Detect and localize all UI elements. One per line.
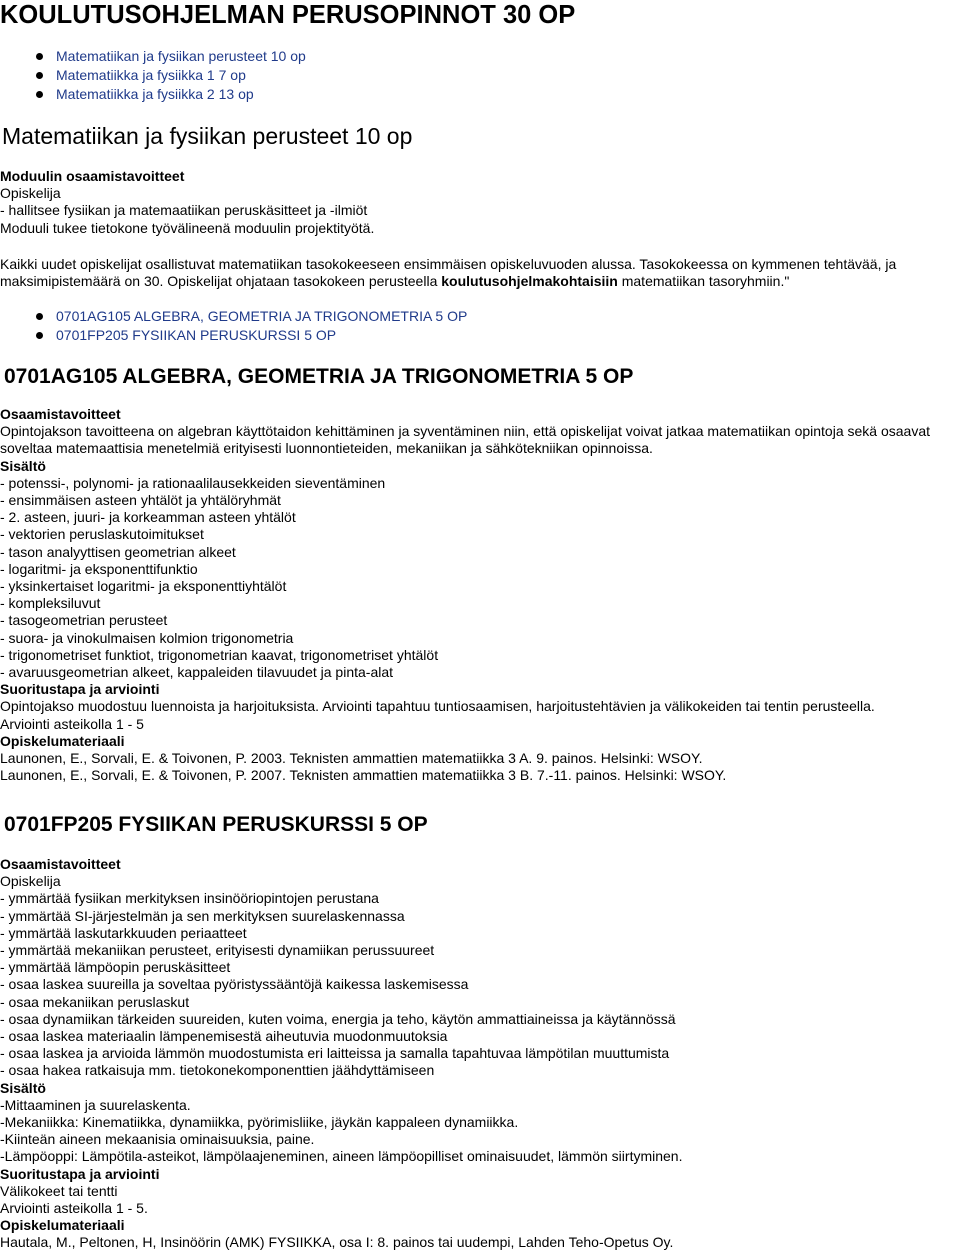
course1-goals-label: Osaamistavoitteet	[0, 406, 121, 422]
bullet-icon	[36, 332, 43, 339]
course1-body	[0, 406, 958, 784]
course-link[interactable]: 0701AG105 ALGEBRA, GEOMETRIA JA TRIGONOMETRIA 5 OP	[56, 308, 468, 324]
course2-content-line: -Mekaniikka: Kinematiikka, dynamiikka, pyörimisliike, jäykän kappaleen dynamiikka.	[0, 1114, 519, 1131]
course1-content-line: - avaruusgeometrian alkeet, kappaleiden tilavuudet ja pinta-alat	[0, 664, 394, 681]
course2-goals-line: - ymmärtää fysiikan merkityksen insinööriopintojen perustana	[0, 890, 379, 907]
intro-bold: koulutusohjelmakohtaisiin	[441, 273, 618, 290]
toc-top-list	[0, 47, 306, 104]
course1-content-line: - vektorien peruslaskutoimitukset	[0, 526, 204, 543]
bullet-icon	[36, 72, 43, 79]
toc-item[interactable]	[0, 66, 306, 85]
course2-body	[0, 856, 958, 1252]
course2-title: 0701FP205 FYSIIKAN PERUSKURSSI 5 OP	[4, 813, 428, 836]
course2-goals-line: - osaa hakea ratkaisuja mm. tietokonekomponenttien jäähdyttämiseen	[0, 1062, 435, 1079]
module-goals-line: Moduuli tukee tietokone työvälineenä moduulin projektityötä.	[0, 219, 375, 236]
course1-content-label: Sisältö	[0, 457, 46, 474]
course-link[interactable]: 0701FP205 FYSIIKAN PERUSKURSSI 5 OP	[56, 327, 337, 343]
course-link-item[interactable]	[0, 326, 467, 345]
course1-goals-text: Opintojakson tavoitteena on algebran käyttötaidon kehittäminen ja syventäminen niin, että opiskelijat voivat jatkaa matematiikan opintoja sekä osaavat soveltaa matemaattisia menetelmiä erityisesti luonnontieteiden, mekaniikan ja sähkötekniikan opinnoissa.	[0, 423, 931, 457]
module-title: Matematiikan ja fysiikan perusteet 10 op	[2, 123, 413, 149]
course2-method-label: Suoritustapa ja arviointi	[0, 1165, 160, 1182]
course1-method-label: Suoritustapa ja arviointi	[0, 681, 160, 698]
module-goals-line: - hallitsee fysiikan ja matemaatiikan peruskäsitteet ja -ilmiöt	[0, 202, 368, 219]
bullet-icon	[36, 313, 43, 320]
course1-content-line: - ensimmäisen asteen yhtälöt ja yhtälöryhmät	[0, 492, 281, 509]
toc-item[interactable]	[0, 47, 306, 66]
course2-content-line: -Mittaaminen ja suurelaskenta.	[0, 1096, 191, 1113]
course2-content-line: -Kiinteän aineen mekaanisia ominaisuuksia, paine.	[0, 1131, 315, 1148]
module-intro-text	[0, 256, 958, 290]
toc-item[interactable]	[0, 85, 306, 104]
course2-goals-line: Opiskelija	[0, 873, 61, 890]
bullet-icon	[36, 53, 43, 60]
toc-link[interactable]: Matematiikka ja fysiikka 1 7 op	[56, 67, 246, 83]
course2-goals-label: Osaamistavoitteet	[0, 856, 121, 872]
module-goals	[0, 168, 958, 237]
course2-goals-line: - ymmärtää mekaniikan perusteet, erityisesti dynamiikan perussuureet	[0, 942, 435, 959]
course1-content-line: - yksinkertaiset logaritmi- ja eksponenttiyhtälöt	[0, 578, 287, 595]
intro-end: matematiikan tasoryhmiin."	[617, 273, 790, 290]
module-goals-label: Moduulin osaamistavoitteet	[0, 168, 185, 184]
course1-title: 0701AG105 ALGEBRA, GEOMETRIA JA TRIGONOMETRIA 5 OP	[4, 365, 634, 388]
course2-content-label: Sisältö	[0, 1079, 46, 1096]
course1-content-line: - logaritmi- ja eksponenttifunktio	[0, 560, 198, 577]
course2-goals-line: - osaa laskea materiaalin lämpenemisestä aiheutuvia muodonmuutoksia	[0, 1028, 448, 1045]
course2-method-line: Välikokeet tai tentti	[0, 1182, 118, 1199]
module-course-list	[0, 307, 467, 345]
course1-content-line: - trigonometriset funktiot, trigonometrian kaavat, trigonometriset yhtälöt	[0, 646, 439, 663]
course1-content-line: - tasogeometrian perusteet	[0, 612, 168, 629]
course2-material-line: Hautala, M., Peltonen, H, Insinöörin (AMK) FYSIIKKA, osa I: 8. painos tai uudempi, Lahden Teho-Opetus Oy.	[0, 1234, 674, 1251]
toc-link[interactable]: Matematiikka ja fysiikka 2 13 op	[56, 86, 254, 102]
intro-text: Kaikki uudet opiskelijat osallistuvat matematiikan tasokokeeseen ensimmäisen opiskeluvuoden alussa. Tasokokeessa on kymmenen tehtävää, ja maksimipistemäärä on 30. Opiskelijat ohjataan tasokokeen perusteella	[0, 256, 897, 290]
course1-method-line: Opintojakso muodostuu luennoista ja harjoituksista. Arviointi tapahtuu tuntiosaamisen, harjoitustehtävien ja välikokeiden tai tentin perusteella.	[0, 698, 875, 715]
course1-content-line: - suora- ja vinokulmaisen kolmion trigonometria	[0, 629, 294, 646]
module-intro	[0, 256, 958, 290]
course2-goals-line: - ymmärtää laskutarkkuuden periaatteet	[0, 924, 247, 941]
course-link-item[interactable]	[0, 307, 467, 326]
course1-content-line: - tason analyyttisen geometrian alkeet	[0, 543, 236, 560]
bullet-icon	[36, 91, 43, 98]
course1-method-line: Arviointi asteikolla 1 - 5	[0, 715, 144, 732]
course1-material-line: Launonen, E., Sorvali, E. & Toivonen, P. 2003. Teknisten ammattien matematiikka 3 A. 9. painos. Helsinki: WSOY.	[0, 750, 703, 767]
course2-goals-line: - osaa mekaniikan peruslaskut	[0, 993, 190, 1010]
course2-goals-line: - osaa laskea suureilla ja soveltaa pyöristyssääntöjä kaikessa laskemisessa	[0, 976, 469, 993]
course2-goals-line: - ymmärtää lämpöopin peruskäsitteet	[0, 959, 231, 976]
module-goals-line: Opiskelija	[0, 185, 61, 202]
course1-material-line: Launonen, E., Sorvali, E. & Toivonen, P. 2007. Teknisten ammattien matematiikka 3 B. 7.-11. painos. Helsinki: WSOY.	[0, 767, 727, 784]
course2-goals-line: - osaa laskea ja arvioida lämmön muodostumista eri laitteissa ja samalla tapahtuvaa lämpötilan muuttumista	[0, 1045, 670, 1062]
page-title: KOULUTUSOHJELMAN PERUSOPINNOT 30 OP	[0, 1, 576, 29]
course1-content-line: - kompleksiluvut	[0, 595, 101, 612]
course2-goals-line: - ymmärtää SI-järjestelmän ja sen merkityksen suurelaskennassa	[0, 907, 405, 924]
course1-material-label: Opiskelumateriaali	[0, 732, 125, 749]
course2-content-line: -Lämpöoppi: Lämpötila-asteikot, lämpölaajeneminen, aineen lämpöopilliset ominaisuudet, lämmön siirtyminen.	[0, 1148, 683, 1165]
course2-goals-line: - osaa dynamiikan tärkeiden suureiden, kuten voima, energia ja teho, käytön ammattiaineissa ja käytännössä	[0, 1010, 676, 1027]
toc-link[interactable]: Matematiikan ja fysiikan perusteet 10 op	[56, 48, 306, 64]
course2-material-label: Opiskelumateriaali	[0, 1217, 125, 1234]
course1-content-line: - potenssi-, polynomi- ja rationaalilausekkeiden sieventäminen	[0, 474, 386, 491]
course2-method-line: Arviointi asteikolla 1 - 5.	[0, 1200, 148, 1217]
course1-content-line: - 2. asteen, juuri- ja korkeamman asteen yhtälöt	[0, 509, 296, 526]
